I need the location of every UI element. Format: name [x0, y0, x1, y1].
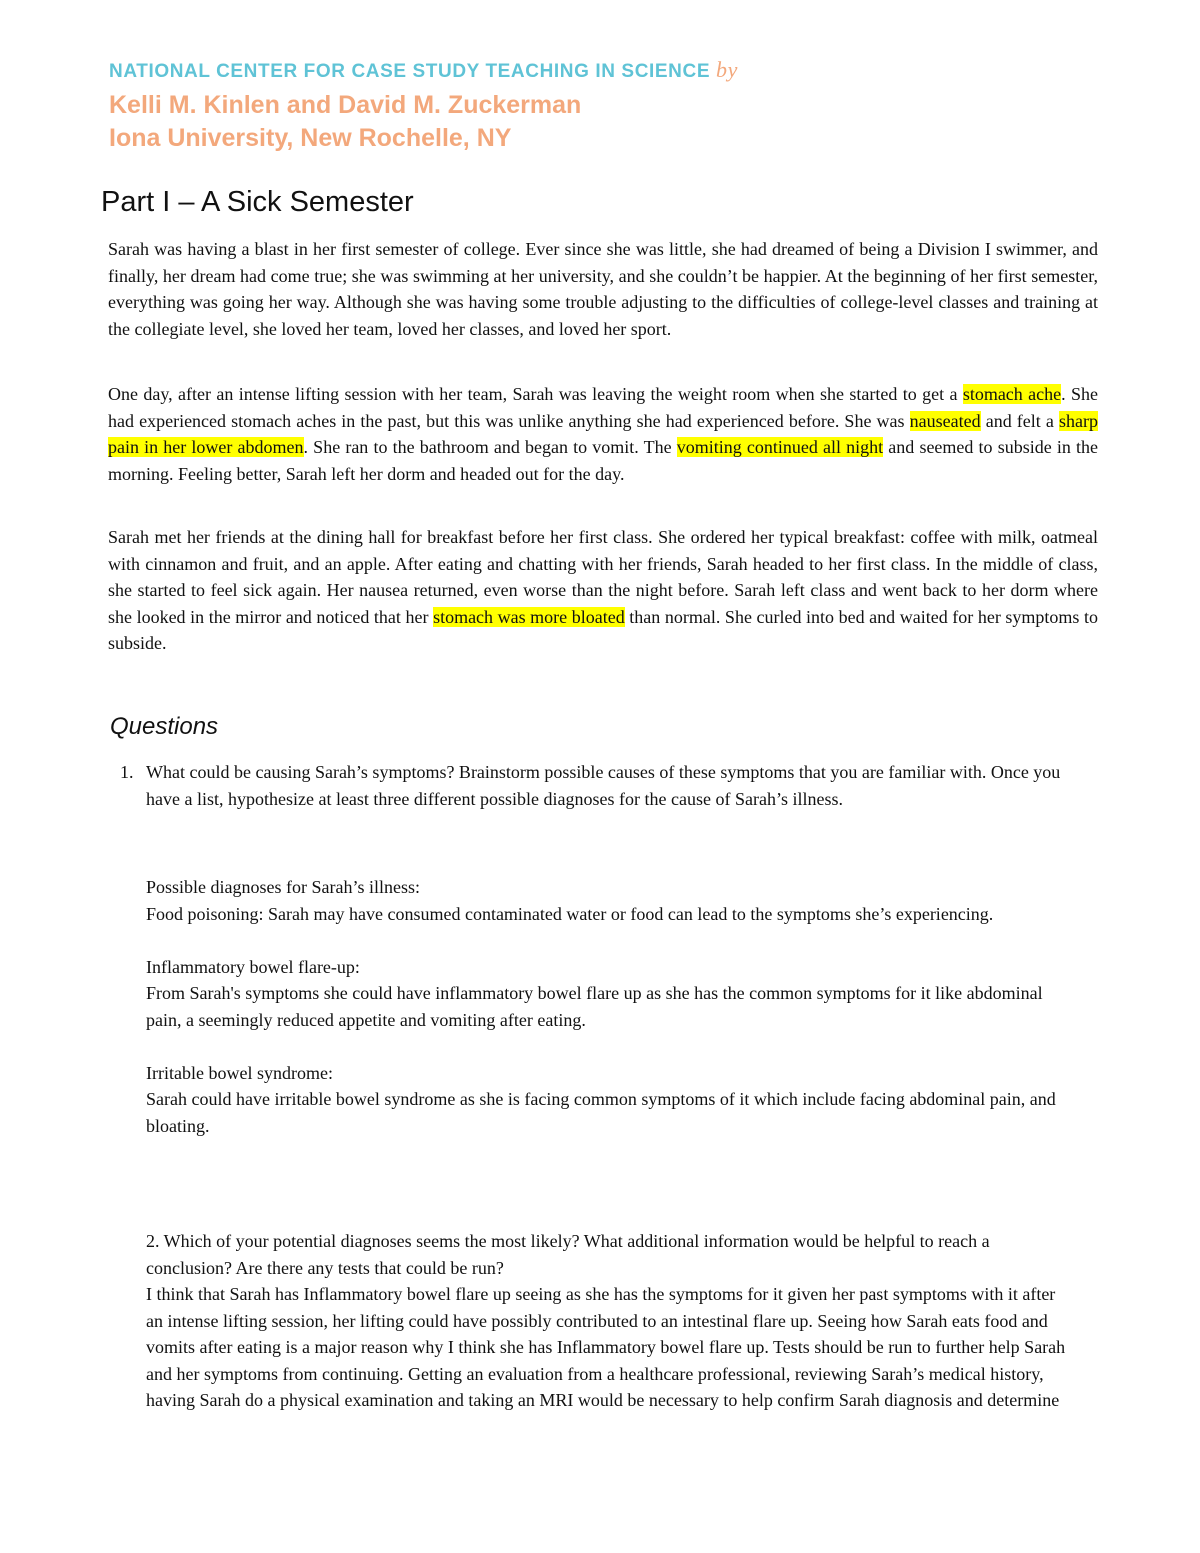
question-2-text: 2. Which of your potential diagnoses seems the most likely? What additional information would be helpful to reach a conclusion? Are there any tests that could be run? — [146, 1231, 990, 1278]
answer-1-ibd-text: From Sarah's symptoms she could have inflammatory bowel flare up as she has the common symptoms for it like abdominal pain, a seemingly reduced appetite and vomiting after eating. — [146, 983, 1043, 1030]
story-paragraph-3 — [108, 524, 1098, 657]
question-1 — [120, 759, 1066, 812]
text: . She had experienced stomach aches in the past, but this was unlike anything she had experienced before. She was — [108, 384, 1099, 431]
question-1-text: What could be causing Sarah’s symptoms? Brainstorm possible causes of these symptoms that you are familiar with. Once you have a list, hypothesize at least three different possible diagnoses for the cause of Sarah’s illness. — [146, 762, 1061, 809]
highlight-vomiting: vomiting continued all night — [676, 437, 884, 457]
text: than normal. She curled into bed and waited for her symptoms to subside. — [108, 606, 1098, 653]
text: . She ran to the bathroom and began to vomit. The — [303, 437, 677, 457]
text: One day, after an intense lifting session with her team, Sarah was leaving the weight room when she started to get a — [108, 384, 963, 404]
answer-1-ibd-title: Inflammatory bowel flare-up: — [146, 956, 360, 977]
text: and felt a — [980, 410, 1059, 431]
authors: Kelli M. Kinlen and David M. Zuckerman — [109, 91, 582, 119]
part-title: Part I – A Sick Semester — [101, 186, 414, 218]
highlight-sharp-pain: sharp pain in her lower abdomen — [108, 410, 1098, 457]
answer-1-food-poisoning: Food poisoning: Sarah may have consumed contaminated water or food can lead to the symptoms she’s experiencing. — [146, 903, 994, 924]
highlight-bloated: stomach was more bloated — [433, 606, 625, 627]
organization-header — [109, 57, 738, 83]
highlight-stomach-ache: stomach ache — [962, 384, 1062, 404]
institution: Iona University, New Rochelle, NY — [109, 124, 512, 152]
answer-1-ibs-text: Sarah could have irritable bowel syndrome as she is facing common symptoms of it which include facing abdominal pain, and bloating. — [146, 1089, 1056, 1136]
answer-1-ibs-title: Irritable bowel syndrome: — [146, 1062, 333, 1083]
question-2 — [146, 1228, 1066, 1414]
questions-heading: Questions — [110, 713, 219, 740]
by-label: by — [716, 57, 738, 82]
answer-1-intro: Possible diagnoses for Sarah’s illness: — [146, 877, 420, 897]
question-1-number: 1. — [120, 762, 134, 782]
organization-name: NATIONAL CENTER FOR CASE STUDY TEACHING IN SCIENCE — [109, 61, 711, 82]
text: Sarah met her friends at the dining hall for breakfast before her first class. She ordered her typical breakfast: coffee with milk, oatmeal with cinnamon and fruit, and an apple. After eating and chatting with her friends, Sarah headed to her first class. In the middle of class, she started to feel sick again. Her nausea returned, even worse than the night before. Sarah left class and went back to her dorm where she looked in the mirror and noticed that her — [108, 527, 1098, 627]
author-block — [109, 89, 581, 155]
text: and seemed to subside in the morning. Feeling better, Sarah left her dorm and headed out for the day. — [108, 437, 1098, 484]
story-paragraph-1: Sarah was having a blast in her first semester of college. Ever since she was little, she had dreamed of being a Division I swimmer, and finally, her dream had come true; she was swimming at her university, and she couldn’t be happier. At the beginning of her first semester, everything was going her way. Although she was having some trouble adjusting to the difficulties of college-level classes and training at the collegiate level, she loved her team, loved her classes, and loved her sport. — [108, 239, 1098, 339]
answer-1 — [146, 874, 1066, 1139]
answer-2-text: I think that Sarah has Inflammatory bowel flare up seeing as she has the symptoms for it given her past symptoms with it after an intense lifting session, her lifting could have possibly contributed to an intestinal flare up. Seeing how Sarah eats food and vomits after eating is a major reason why I think she has Inflammatory bowel flare up. Tests should be run to further help Sarah and her symptoms from continuing. Getting an evaluation from a healthcare professional, reviewing Sarah’s medical history, having Sarah do a physical examination and taking an MRI would be necessary to help confirm Sarah diagnosis and determine — [146, 1284, 1066, 1410]
highlight-nauseated: nauseated — [909, 410, 981, 431]
story-paragraph-2 — [108, 381, 1098, 487]
